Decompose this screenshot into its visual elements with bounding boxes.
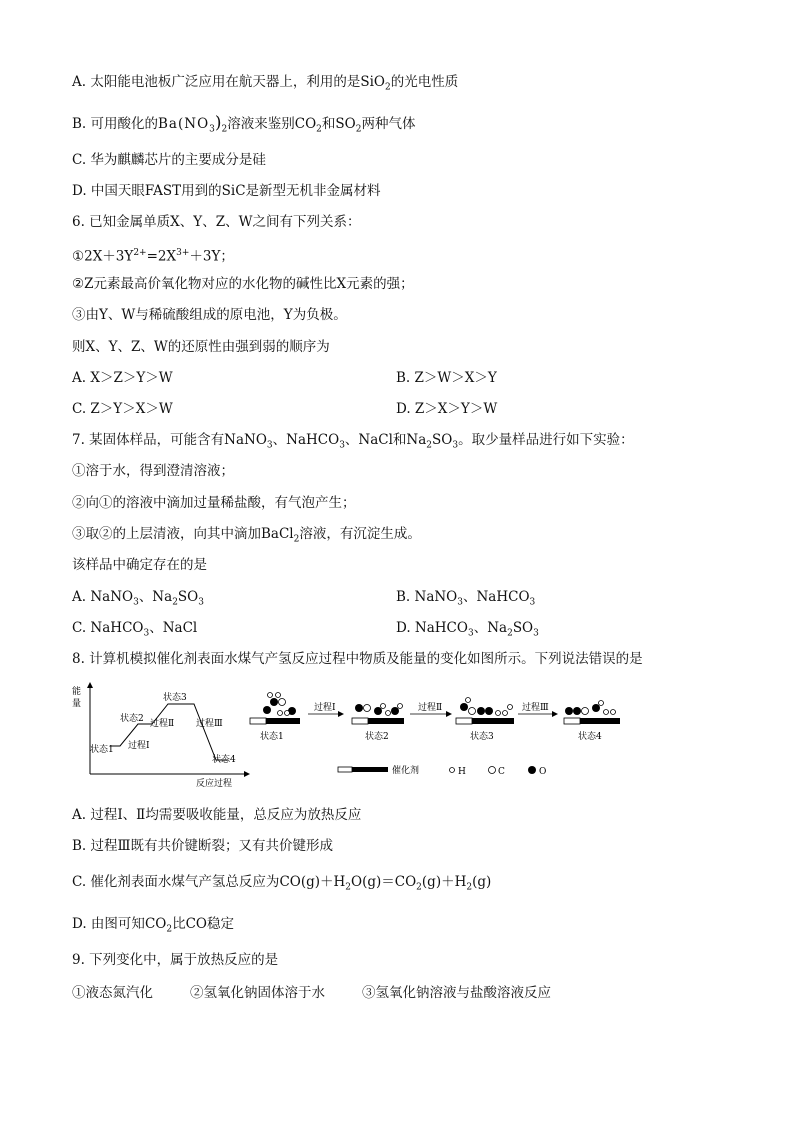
arrow-process-3 [518, 701, 558, 717]
q8-option-b: B. 过程Ⅲ既有共价键断裂；又有共价键形成 [72, 838, 334, 854]
energy-process-3: 过程Ⅲ [196, 719, 223, 729]
state-2-panel [352, 704, 404, 743]
o-atom [460, 703, 468, 711]
q8-option-a: A. 过程Ⅰ、Ⅱ均需要吸收能量，总反应为放热反应 [72, 807, 362, 823]
panel-state-3: 状态3 [470, 732, 494, 742]
catalyst-bar [250, 718, 266, 724]
h-atom [398, 704, 403, 709]
q9-item-3: ③氢氧化钠溶液与盐酸溶液反应 [362, 985, 551, 1001]
energy-state-3: 状态3 [163, 693, 187, 703]
energy-diagram [72, 682, 250, 789]
energy-process-2: 过程Ⅱ [150, 719, 175, 729]
q7-question: 该样品中确定存在的是 [72, 557, 207, 573]
c-atom [364, 705, 371, 712]
arrow-3-label: 过程Ⅲ [522, 703, 549, 713]
energy-x-label: 反应过程 [196, 779, 233, 789]
q8-option-d: D. 由图可知$CO_2$比CO稳定 [72, 916, 234, 935]
q7-option-c: C. NaHCO$_3$、NaCl [72, 620, 198, 639]
q7-stem: 7. 某固体样品，可能含有NaNO$_3$、NaHCO$_3$、NaCl和$Na_2SO_3$。取少量样品进行如下实验： [72, 432, 634, 451]
legend-c-icon [489, 767, 496, 774]
catalyst-bar [266, 718, 300, 724]
state-4-panel [564, 701, 620, 743]
q9-item-2: ②氢氧化钠固体溶于水 [190, 985, 325, 1001]
q6-question: 则X、Y、Z、W的还原性由强到弱的顺序为 [72, 339, 330, 355]
h-atom [599, 701, 604, 706]
energy-y-label-1: 能 [72, 687, 82, 697]
state-1-panel [250, 693, 300, 743]
q7-option-d: D. NaHCO$_3$、$Na_2SO_3$ [396, 620, 539, 639]
legend-h-label: H [458, 767, 466, 777]
o-atom [270, 698, 278, 706]
catalyst-bar [580, 718, 620, 724]
q6-relation-3: ③由Y、W与稀硫酸组成的原电池，Y为负极。 [72, 307, 347, 323]
h-atom [466, 698, 471, 703]
h-atom [285, 711, 290, 716]
o-atom [391, 707, 399, 715]
q7-experiment-3: ③取②的上层清液，向其中滴加BaCl$_2$溶液，有沉淀生成。 [72, 526, 421, 545]
o-atom [477, 707, 485, 715]
legend-c-label: C [498, 767, 505, 777]
energy-x-arrowhead [244, 771, 250, 777]
legend-catalyst-swatch [338, 767, 352, 772]
q6-option-c: C. Z＞Y＞X＞W [72, 401, 173, 417]
h-atom [604, 710, 609, 715]
arrow-1-label: 过程Ⅰ [314, 703, 336, 713]
h-atom [503, 711, 508, 716]
q7-option-b: B. NaNO$_3$、NaHCO$_3$ [396, 589, 536, 608]
q5-option-a: A. 太阳能电池板广泛应用在航天器上，利用的是SiO$_2$的光电性质 [72, 74, 459, 93]
q8-option-c: C. 催化剂表面水煤气产氢总反应为$CO(g)+H_2O(g)=CO_2(g)+H_2(g)$ [72, 874, 492, 893]
q7-experiment-1: ①溶于水，得到澄清溶液； [72, 463, 234, 479]
catalyst-bar [472, 718, 514, 724]
q6-option-b: B. Z＞W＞X＞Y [396, 370, 497, 386]
q6-option-a: A. X＞Z＞Y＞W [72, 370, 173, 386]
h-atom [496, 711, 501, 716]
q5-option-b: B. 可用酸化的$Ba(NO_3)_2$溶液来鉴别$CO_2$和$SO_2$两种气体 [72, 113, 416, 135]
energy-state-2: 状态2 [120, 714, 144, 724]
legend-catalyst-label: 催化剂 [392, 766, 420, 776]
h-atom [381, 704, 386, 709]
o-atom [355, 704, 363, 712]
q9-item-1: ①液态氮汽化 [72, 985, 153, 1001]
panel-state-2: 状态2 [365, 732, 389, 742]
o-atom [485, 707, 493, 715]
arrow-2-label: 过程Ⅱ [418, 703, 443, 713]
panel-state-1: 状态1 [260, 732, 284, 742]
h-atom [278, 711, 283, 716]
q6-relation-1: $①2X+3Y^{2+}=2X^{3+}+3Y$； [72, 248, 234, 265]
c-atom [469, 708, 476, 715]
q5-option-c: C. 华为麒麟芯片的主要成分是硅 [72, 152, 266, 168]
o-atom [263, 706, 271, 714]
q6-relation-2: ②Z元素最高价氧化物对应的水化物的碱性比X元素的强； [72, 276, 414, 292]
energy-y-arrowhead [87, 682, 93, 688]
legend-o-label: O [539, 767, 547, 777]
o-atom [592, 704, 600, 712]
energy-profile-line [110, 704, 228, 760]
o-atom [374, 707, 382, 715]
figure-legend [338, 764, 546, 777]
c-atom [582, 708, 589, 715]
state-3-panel [456, 698, 514, 743]
h-atom [268, 693, 273, 698]
q8-figure [70, 682, 630, 792]
legend-o-icon [528, 766, 536, 774]
q5-option-d: D. 中国天眼FAST用到的SiC是新型无机非金属材料 [72, 183, 381, 199]
q7-option-a: A. NaNO$_3$、$Na_2SO_3$ [72, 589, 204, 608]
panel-state-4: 状态4 [578, 732, 602, 742]
q8-stem: 8. 计算机模拟催化剂表面水煤气产氢反应过程中物质及能量的变化如图所示。下列说法错误的是 [72, 651, 643, 667]
arrow-process-2 [410, 701, 452, 717]
energy-state-4: 状态4 [212, 755, 236, 765]
o-atom [565, 707, 573, 715]
h-atom [508, 705, 513, 710]
q7-experiment-2: ②向①的溶液中滴加过量稀盐酸，有气泡产生； [72, 495, 356, 511]
catalyst-bar [456, 718, 472, 724]
catalyst-bar [352, 718, 368, 724]
h-atom [386, 711, 391, 716]
h-atom [611, 710, 616, 715]
h-atom [276, 693, 281, 698]
energy-state-1: 状态1 [90, 745, 114, 755]
q6-option-d: D. Z＞X＞Y＞W [396, 401, 498, 417]
q6-stem: 6. 已知金属单质X、Y、Z、W之间有下列关系： [72, 214, 361, 230]
o-atom [573, 707, 581, 715]
catalyst-bar [564, 718, 580, 724]
arrow-process-1 [308, 701, 344, 717]
q9-stem: 9. 下列变化中，属于放热反应的是 [72, 952, 279, 968]
legend-h-icon [450, 768, 455, 773]
legend-catalyst-swatch [352, 767, 388, 772]
energy-process-1: 过程Ⅰ [128, 741, 150, 751]
catalyst-bar [368, 718, 404, 724]
energy-y-label-2: 量 [72, 699, 82, 709]
c-atom [279, 699, 286, 706]
